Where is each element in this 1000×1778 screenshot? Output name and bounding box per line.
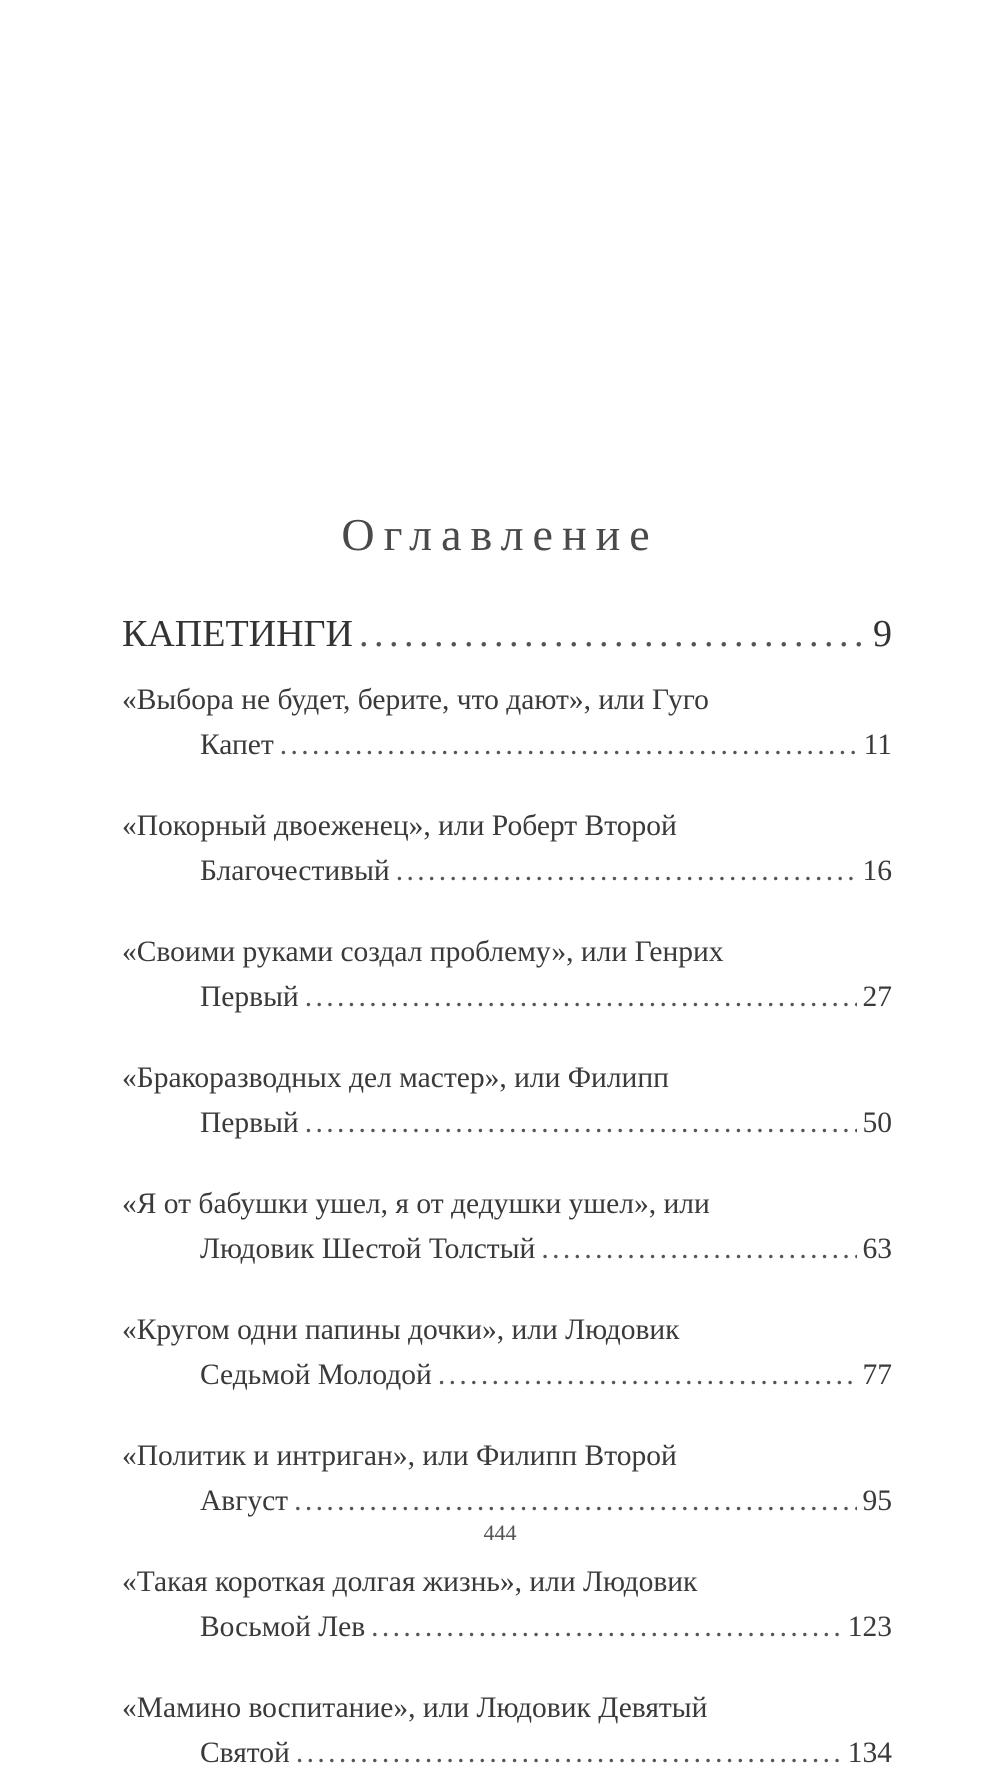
- entry-page-number: 16: [862, 855, 892, 887]
- entry-title-line1: «Покорный двоеженец», или Роберт Второй: [122, 810, 677, 842]
- entry-page-number: 134: [847, 1737, 892, 1769]
- entry-title-line2: Август: [200, 1485, 289, 1517]
- toc-entry[interactable]: [122, 1310, 892, 1400]
- toc-entry[interactable]: [122, 1184, 892, 1274]
- dot-leader: [280, 720, 858, 770]
- entry-title-line1: «Я от бабушки ушел, я от дедушки ушел», или: [122, 1188, 710, 1220]
- entry-title-line1: «Такая короткая долгая жизнь», или Людовик: [122, 1566, 698, 1598]
- entry-title-line2: Первый: [200, 981, 299, 1013]
- toc-entry[interactable]: [122, 1688, 892, 1778]
- entry-title-line2: Седьмой Молодой: [200, 1359, 432, 1391]
- entry-title-line2: Капет: [200, 729, 274, 761]
- entry-title-line1: «Мамино воспитание», или Людовик Девятый: [122, 1692, 708, 1724]
- entry-page-number: 27: [862, 981, 892, 1013]
- entry-title-line1: «Бракоразводных дел мастер», или Филипп: [122, 1062, 669, 1094]
- entry-title-line2: Людовик Шестой Толстый: [200, 1233, 536, 1265]
- dot-leader: [296, 1728, 842, 1778]
- entry-title-line2: Благочестивый: [200, 855, 390, 887]
- entry-title-line2: Восьмой Лев: [200, 1611, 366, 1643]
- entry-page-number: 63: [862, 1233, 892, 1265]
- entry-title-line1: «Своими руками создал проблему», или Генрих: [122, 936, 724, 968]
- dot-leader: [541, 1224, 856, 1274]
- entry-title-line1: «Политик и интриган», или Филипп Второй: [122, 1440, 677, 1472]
- page-number: 444: [483, 1520, 517, 1545]
- table-of-contents: [122, 612, 892, 1778]
- entry-page-number: 11: [863, 729, 892, 761]
- page-title: Оглавление: [341, 509, 659, 560]
- dot-leader: [371, 1602, 842, 1652]
- dot-leader: [294, 1476, 856, 1526]
- toc-entry[interactable]: [122, 1562, 892, 1652]
- dot-leader: [359, 612, 867, 656]
- entry-title-line1: «Кругом одни папины дочки», или Людовик: [122, 1314, 680, 1346]
- entry-title-line2: Святой: [200, 1737, 290, 1769]
- entry-page-number: 123: [847, 1611, 892, 1643]
- entry-title-line1: «Выбора не будет, берите, что дают», или Гуго: [122, 684, 709, 716]
- section-page-number: 9: [873, 613, 892, 655]
- toc-entry[interactable]: [122, 806, 892, 896]
- dot-leader: [438, 1350, 857, 1400]
- toc-entry[interactable]: [122, 1436, 892, 1526]
- toc-entry[interactable]: [122, 1058, 892, 1148]
- section-label: КАПЕТИНГИ: [122, 613, 353, 655]
- dot-leader: [305, 972, 857, 1022]
- entry-page-number: 50: [862, 1107, 892, 1139]
- toc-entry[interactable]: [122, 932, 892, 1022]
- entry-title-line2: Первый: [200, 1107, 299, 1139]
- entry-page-number: 77: [862, 1359, 892, 1391]
- toc-section-capetians[interactable]: [122, 612, 892, 662]
- entry-page-number: 95: [862, 1485, 892, 1517]
- dot-leader: [305, 1098, 857, 1148]
- dot-leader: [396, 846, 857, 896]
- toc-entry[interactable]: [122, 680, 892, 770]
